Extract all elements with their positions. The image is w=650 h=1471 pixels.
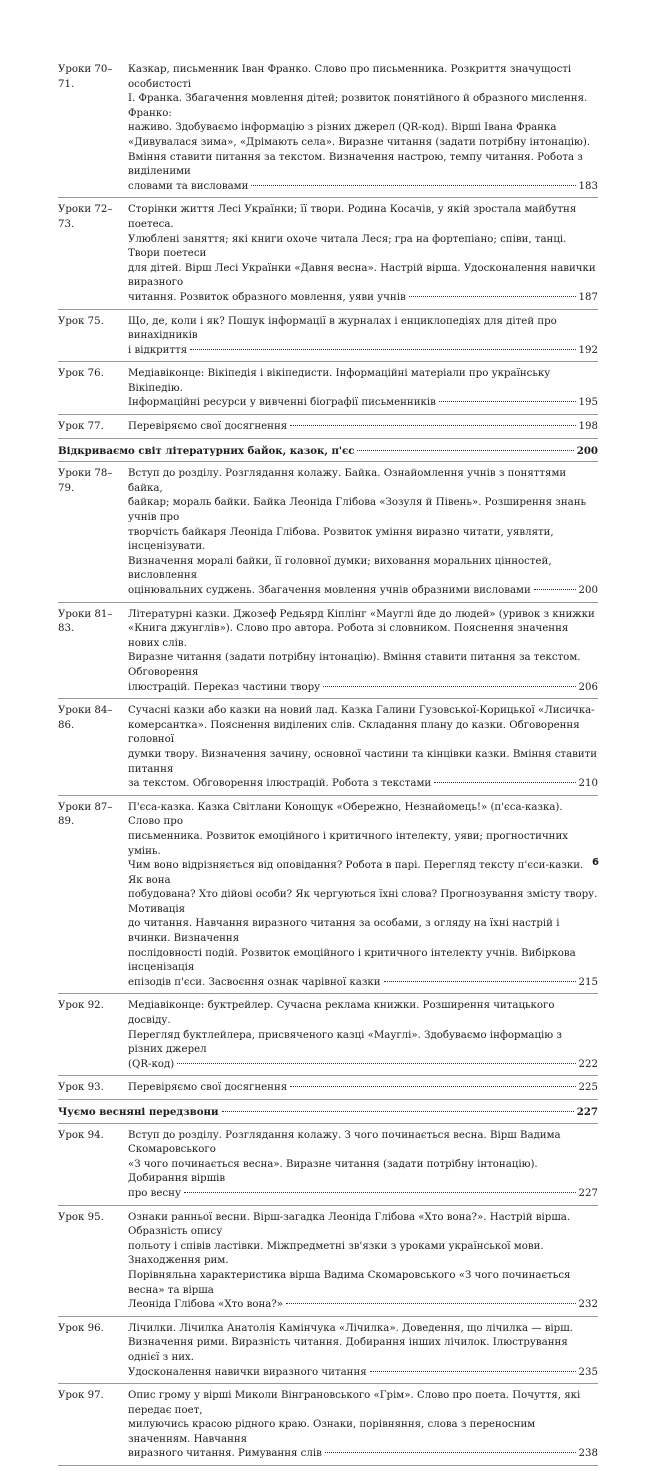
toc-entry <box>58 420 598 435</box>
lesson-label: Урок 75. <box>58 315 104 327</box>
dot-leader <box>434 782 575 783</box>
lesson-label: Урок 96. <box>58 1322 104 1334</box>
dot-leader <box>409 296 576 297</box>
dot-leader <box>286 1303 576 1304</box>
description-line: наживо. Здобуваємо інформацію з різних джерел (QR-код). Вірші Івана Франка <box>128 122 557 134</box>
lesson-label: Уроки 84–86. <box>58 705 113 731</box>
description-line: Сучасні казки або казки на новий лад. Казка Галини Гузовської-Корицької «Лисичка- <box>128 705 595 717</box>
description-last-line <box>128 777 598 792</box>
page-number: 6 <box>592 857 599 868</box>
toc-entry <box>58 608 598 696</box>
lesson-description <box>128 203 598 305</box>
divider <box>58 795 598 796</box>
description-line: послідовності подій. Розвиток емоційного і критичного інтелекту учнів. Вибіркова інсценізація <box>128 947 576 974</box>
description-line: Вміння ставити питання за текстом. Визначення настрою, темпу читання. Робота з виділеними <box>128 151 583 178</box>
description-line: Опис грому у вірші Миколи Вінграновського «Грім». Слово про поета. Почуття, які передає поет, <box>128 1390 581 1416</box>
description-line: Інформаційні ресурси у вивченні біографії письменників <box>128 397 436 409</box>
description-line: ілюстрацій. Переказ частини твору <box>128 681 321 693</box>
description-line: оцінювальних суджень. Збагачення мовлення учнів образними висловами <box>128 585 531 596</box>
page-ref: 227 <box>578 1187 598 1199</box>
lesson-description <box>128 608 598 696</box>
dot-leader <box>190 349 575 350</box>
dot-leader <box>177 1063 575 1064</box>
page-ref: 183 <box>578 180 598 192</box>
divider <box>58 309 598 310</box>
description-last-line <box>128 1081 598 1096</box>
divider <box>58 698 598 699</box>
lesson-description <box>128 999 598 1072</box>
divider <box>58 602 598 603</box>
lesson-label: Урок 77. <box>58 421 104 433</box>
description-line: І. Франка. Збагачення мовлення дітей; розвиток понятійного й образного мислення. Франко: <box>128 93 588 119</box>
section-title: Відкриваємо світ літературних байок, казок, п'єс <box>58 444 355 457</box>
description-line: Визначення моралі байки, її головної думки; виховання моральних цінностей, висловлення <box>128 555 552 582</box>
lesson-description <box>128 704 598 792</box>
description-line: П'єса-казка. Казка Світлани Конощук «Обережно, Незнайомець!» (п'єса-казка). Слово про <box>128 801 563 828</box>
page-ref: 206 <box>578 681 598 693</box>
description-line: і відкриття <box>128 344 188 356</box>
page-ref: 210 <box>578 778 598 790</box>
lesson-description <box>128 1389 598 1462</box>
toc-entry <box>58 63 598 194</box>
description-line: читання. Розвиток образного мовлення, уяви учнів <box>128 291 406 303</box>
description-line: Ознаки ранньої весни. Вірш-загадка Леоніда Глібова «Хто вона?». Настрій вірша. Образність опису <box>128 1211 571 1238</box>
description-line: творчість байкаря Леоніда Глібова. Розвиток уміння виразно читати, уявляти, інсценізувати. <box>128 526 554 553</box>
page-ref: 200 <box>576 444 598 457</box>
dot-leader <box>534 589 576 590</box>
description-line: «Дивувалася зима», «Дрімають села». Виразне читання (задати потрібну інтонацію). <box>128 136 591 148</box>
description-line: Виразне читання (задати потрібну інтонацію). Вміння ставити питання за текстом. Обговорення <box>128 652 581 678</box>
dot-leader <box>290 425 575 426</box>
description-line: «Книга джунглів»). Слово про автора. Робота зі словником. Пояснення значення нових слів. <box>128 623 569 649</box>
page-ref: 235 <box>578 1366 598 1378</box>
description-line: милуючись красою рідного краю. Ознаки, порівняння, слова з переносним значенням. Навчання <box>128 1419 536 1445</box>
description-last-line <box>128 681 598 696</box>
lesson-label: Урок 97. <box>58 1390 104 1402</box>
description-last-line <box>128 976 598 991</box>
lesson-label: Урок 92. <box>58 1000 104 1012</box>
divider <box>58 461 598 462</box>
description-line: для дітей. Вірш Лесі Українки «Давня весна». Настрій вірша. Удосконалення навички виразного <box>128 262 596 289</box>
description-last-line <box>128 1187 598 1202</box>
page-ref: 232 <box>578 1299 598 1311</box>
lesson-label: Уроки 78–79. <box>58 468 113 494</box>
description-line: Медіавіконце: Вікіпедія і вікіпедисти. Інформаційні матеріали про українську Вікіпедію. <box>128 368 551 394</box>
dot-leader <box>290 1086 575 1087</box>
divider <box>58 1205 598 1206</box>
description-line: Перевіряємо свої досягнення <box>128 1082 288 1094</box>
table-of-contents <box>58 63 598 1471</box>
description-line: «З чого починається весна». Виразне читання (задати потрібну інтонацію). Добирання віршів <box>128 1158 538 1185</box>
lesson-description <box>128 420 598 435</box>
description-last-line <box>128 1298 598 1313</box>
description-line: за текстом. Обговорення ілюстрацій. Робота з текстами <box>128 778 432 790</box>
description-last-line <box>128 396 598 411</box>
description-line: байкар; мораль байки. Байка Леоніда Глібова «Зозуля й Півень». Розширення знань учнів про <box>128 497 587 524</box>
page-ref: 192 <box>578 344 598 356</box>
description-line: виразного читання. Римування слів <box>128 1448 322 1460</box>
lesson-label: Урок 95. <box>58 1211 104 1223</box>
dot-leader <box>439 401 576 402</box>
divider <box>58 414 598 415</box>
lesson-label: Уроки 70–71. <box>58 64 113 90</box>
lesson-description <box>128 467 598 598</box>
description-line: Визначення рими. Виразність читання. Добирання інших лічилок. Ілюстрування однієї з них. <box>128 1337 568 1363</box>
divider <box>58 1316 598 1317</box>
dot-leader <box>323 686 575 687</box>
description-line: Сторінки життя Лесі Українки; її твори. Родина Косачів, у якій зростала майбутня поетеса. <box>128 204 577 230</box>
toc-entry <box>58 203 598 305</box>
lesson-label: Уроки 72–73. <box>58 204 113 230</box>
toc-entry <box>58 704 598 792</box>
page-ref: 222 <box>578 1058 598 1070</box>
toc-entry <box>58 999 598 1072</box>
description-line: Вступ до розділу. Розглядання колажу. Байка. Ознайомлення учнів з поняттями байка, <box>128 468 567 494</box>
dot-leader <box>370 1371 576 1372</box>
toc-entry <box>58 801 598 991</box>
description-last-line <box>128 584 598 599</box>
toc-entry <box>58 467 598 598</box>
description-line: Літературні казки. Джозеф Редьярд Кіплінг «Мауглі йде до людей» (уривок з книжки <box>128 608 595 620</box>
page-ref: 215 <box>578 976 598 988</box>
dot-leader <box>384 981 576 982</box>
description-line: словами та висловами <box>128 180 249 192</box>
description-line: комерсантка». Пояснення виділених слів. Складання плану до казки. Обговорення головної <box>128 719 580 746</box>
description-line: Чим воно відрізняється від оповідання? Робота в парі. Перегляд тексту п'єси-казки. Як вона <box>128 860 584 886</box>
description-line: думки твору. Визначення зачину, основної частини та кінцівки казки. Вміння ставити питання <box>128 748 598 775</box>
description-last-line <box>128 344 598 359</box>
dot-leader <box>357 450 573 451</box>
section-heading <box>58 444 598 459</box>
toc-entry <box>58 1129 598 1202</box>
description-last-line <box>128 1366 598 1381</box>
divider <box>58 1465 598 1466</box>
lesson-description <box>128 1129 598 1202</box>
toc-entry <box>58 1211 598 1313</box>
description-line: до читання. Навчання виразного читання за особами, з огляду на їхні настрій і вчинки. Визначення <box>128 918 560 945</box>
description-line: Удосконалення навички виразного читання <box>128 1366 367 1378</box>
page-ref: 238 <box>578 1448 598 1460</box>
toc-entry <box>58 315 598 359</box>
description-line: Медіавіконце: буктрейлер. Сучасна реклама книжки. Розширення читацького досвіду. <box>128 1000 555 1027</box>
divider <box>58 1383 598 1384</box>
dot-leader <box>325 1452 576 1453</box>
lesson-description <box>128 1322 598 1380</box>
divider <box>58 993 598 994</box>
description-line: побудована? Хто дійові особи? Як чергуються їхні слова? Прогнозування змісту твору. Мотивація <box>128 889 598 915</box>
description-line: Вступ до розділу. Розглядання колажу. З чого починається весна. Вірш Вадима Скомаровського <box>128 1129 561 1156</box>
description-line: Лічилки. Лічилка Анатолія Камінчука «Лічилка». Доведення, що лічилка — вірш. <box>128 1322 573 1334</box>
lesson-description <box>128 801 598 991</box>
dot-leader <box>222 1111 574 1112</box>
page-ref: 195 <box>578 397 598 409</box>
page-ref: 187 <box>578 291 598 303</box>
lesson-label: Уроки 87–89. <box>58 801 113 828</box>
lesson-label: Урок 76. <box>58 368 104 380</box>
toc-entry <box>58 1081 598 1096</box>
description-line: про весну <box>128 1187 181 1199</box>
description-line: Казкар, письменник Іван Франко. Слово про письменника. Розкриття значущості особистості <box>128 64 572 90</box>
description-line: Перегляд буктлейлера, присвяченого казці «Мауглі». Здобуваємо інформацію з різних джерел <box>128 1029 562 1056</box>
description-line: Улюблені заняття; які книги охоче читала Леся; гра на фортепіано; співи, танці. Твори поетеси <box>128 233 567 260</box>
description-last-line <box>128 180 598 195</box>
divider <box>58 361 598 362</box>
section-title: Чуємо весняні передзвони <box>58 1106 219 1118</box>
lesson-description <box>128 1081 598 1096</box>
lesson-description <box>128 315 598 359</box>
description-line: Що, де, коли і як? Пошук інформації в журналах і енциклопедіях для дітей про винахідників <box>128 315 557 342</box>
lesson-description <box>128 63 598 194</box>
description-last-line <box>128 1058 598 1073</box>
divider <box>58 1099 598 1100</box>
toc-entry <box>58 1389 598 1462</box>
lesson-label: Урок 94. <box>58 1129 104 1141</box>
divider <box>58 1075 598 1076</box>
divider <box>58 1123 598 1124</box>
page-ref: 200 <box>578 585 598 596</box>
page-ref: 227 <box>576 1106 598 1118</box>
description-line: польоту і співів ластівки. Міжпредметні зв'язки з уроками української мови. Знаходження рим. <box>128 1240 544 1267</box>
toc-entry <box>58 367 598 411</box>
divider <box>58 197 598 198</box>
description-last-line <box>128 291 598 306</box>
lesson-description <box>128 367 598 411</box>
page-ref: 225 <box>578 1082 598 1094</box>
description-line: Порівняльна характеристика вірша Вадима Скомаровського «З чого починається весна» та вірша <box>128 1269 571 1296</box>
description-line: письменника. Розвиток емоційного і критичного інтелекту, уяви; прогностичних умінь. <box>128 830 569 857</box>
lesson-label: Уроки 81–83. <box>58 608 113 635</box>
dot-leader <box>184 1192 576 1193</box>
toc-entry <box>58 1322 598 1380</box>
section-heading <box>58 1105 598 1120</box>
lesson-label: Урок 93. <box>58 1082 104 1094</box>
divider <box>58 438 598 439</box>
lesson-description <box>128 1211 598 1313</box>
description-last-line <box>128 1447 598 1462</box>
description-last-line <box>128 420 598 435</box>
page-ref: 198 <box>578 421 598 433</box>
dot-leader <box>251 185 575 186</box>
description-line: Перевіряємо свої досягнення <box>128 421 288 433</box>
description-line: (QR-код) <box>128 1058 175 1070</box>
description-line: Леоніда Глібова «Хто вона?» <box>128 1299 284 1311</box>
description-line: епізодів п'єси. Засвоєння ознак чарівної казки <box>128 976 381 988</box>
